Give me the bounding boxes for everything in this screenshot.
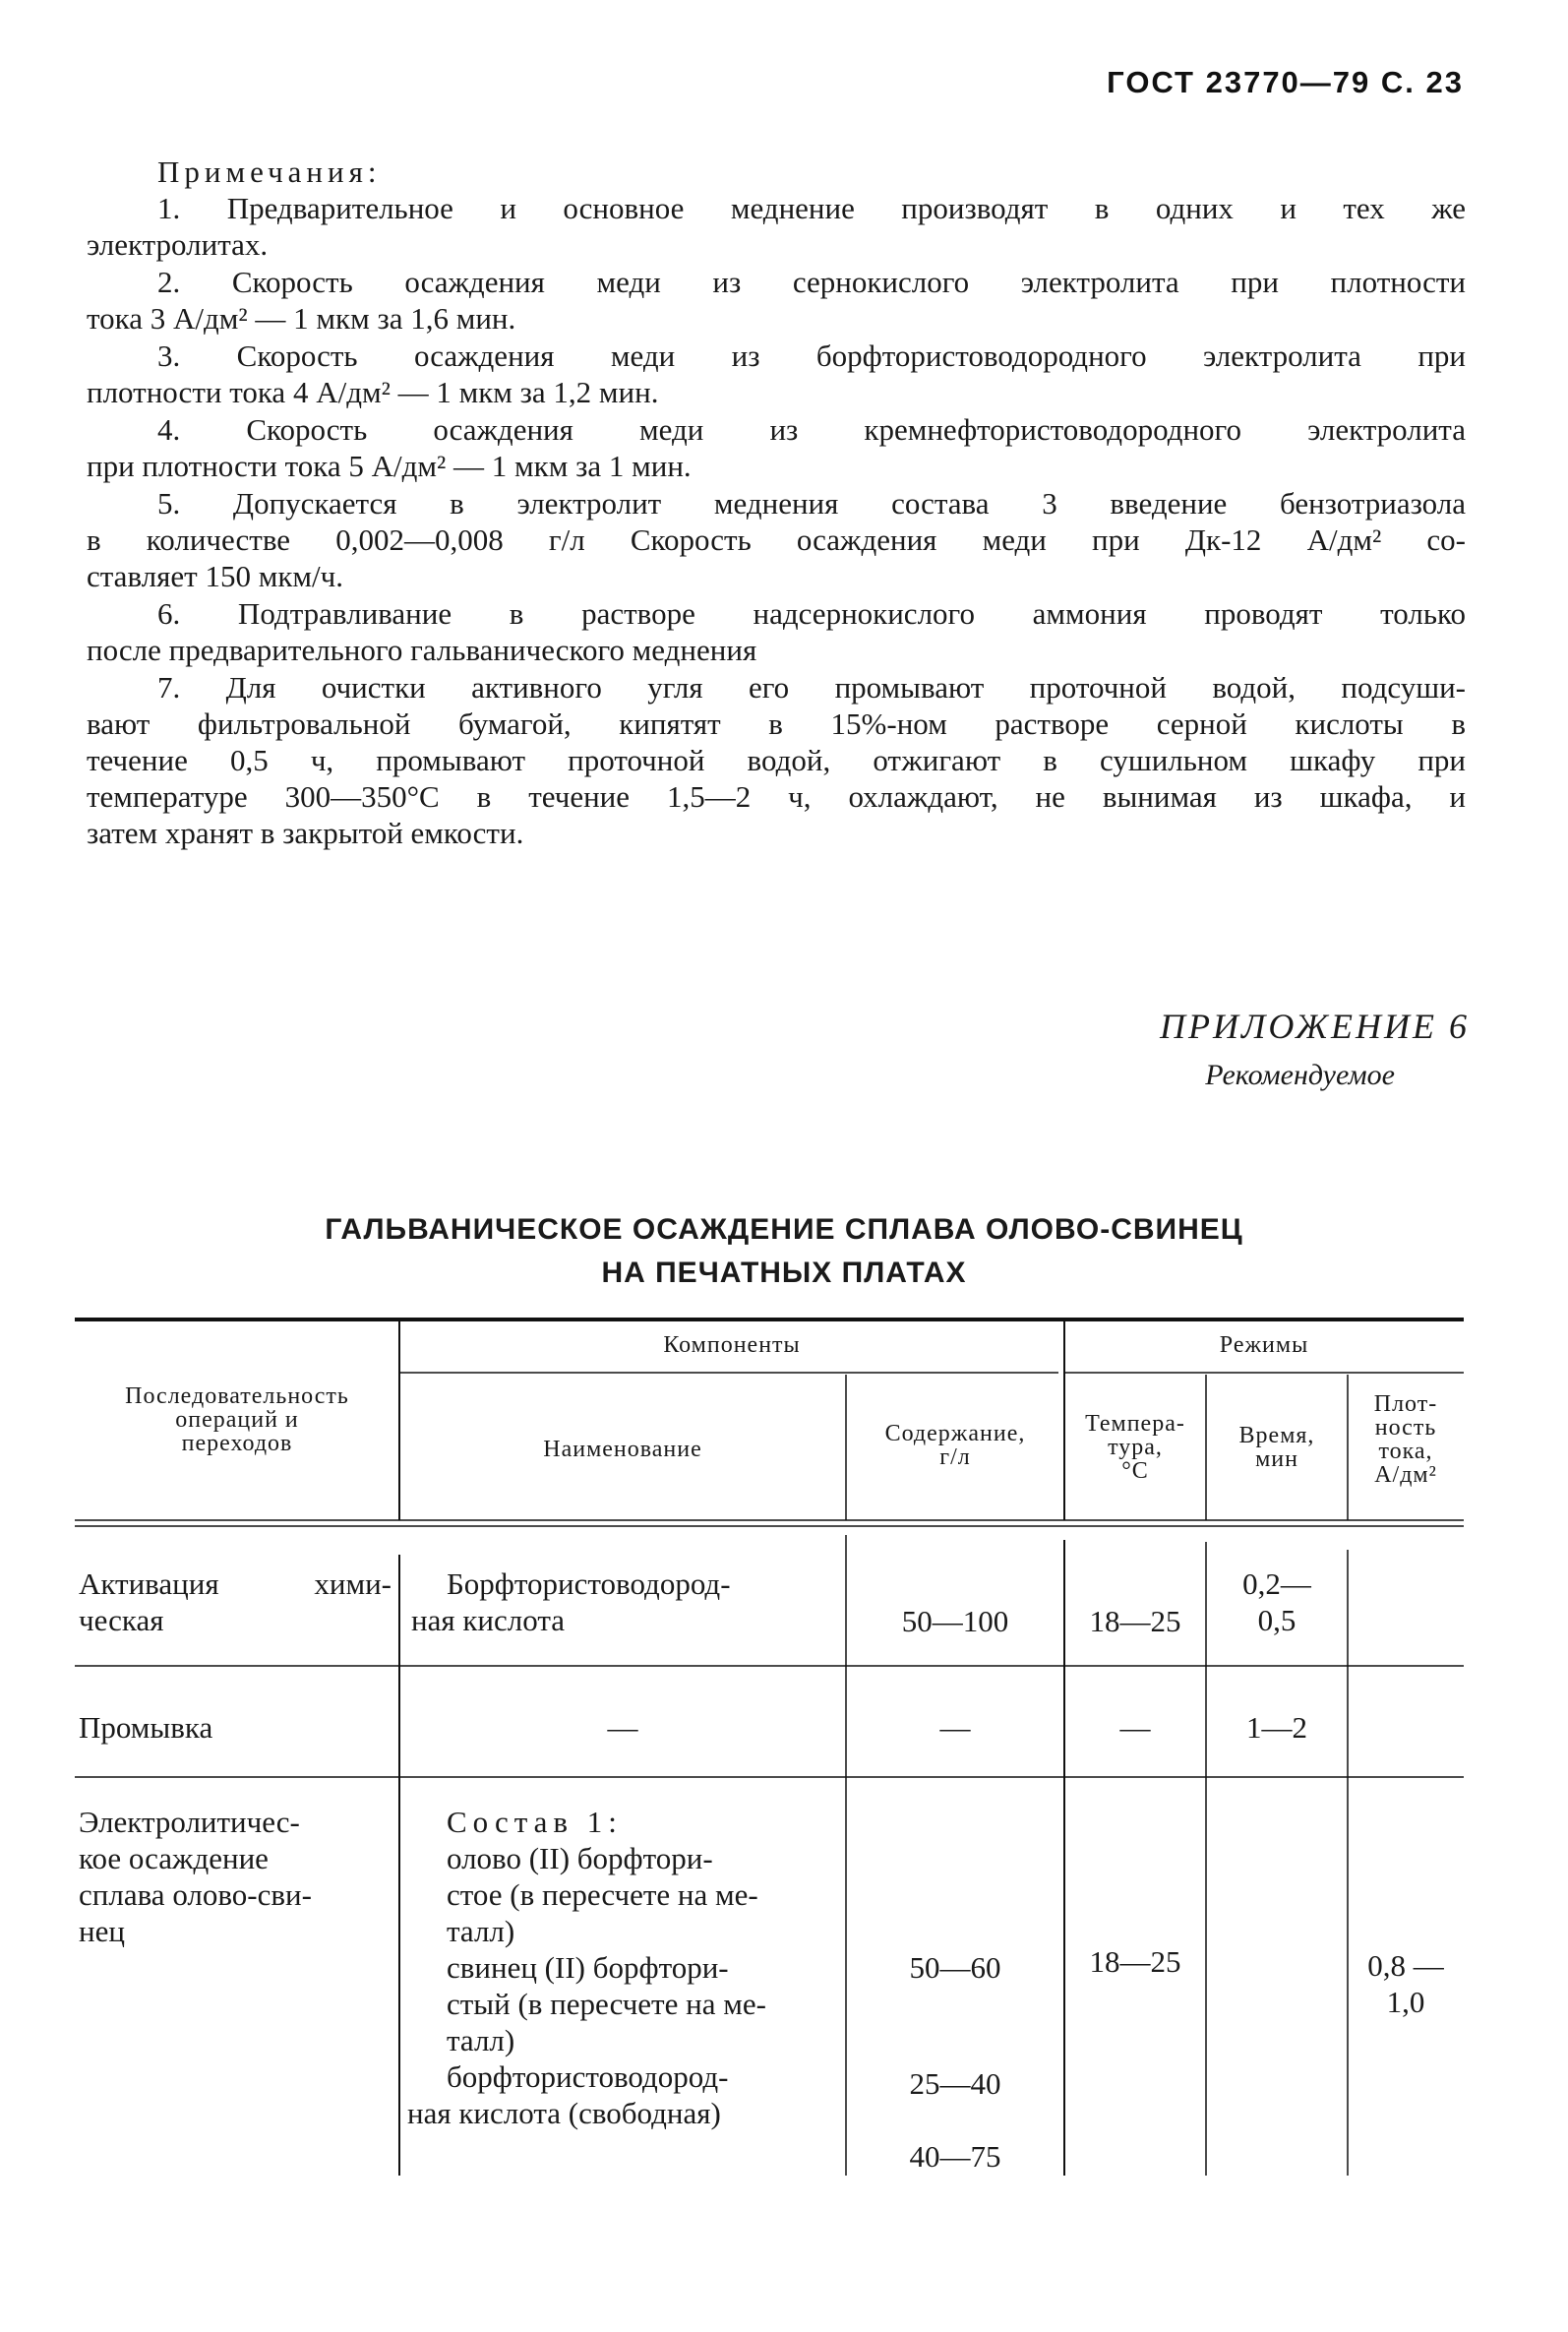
- name-line: олово (II) борфтори-: [447, 1841, 713, 1875]
- table-row-1-time: [1206, 1565, 1348, 1638]
- header-temperature-line: тура,: [1108, 1435, 1163, 1460]
- header-sequence: [75, 1384, 399, 1455]
- header-time-line: Время,: [1238, 1423, 1315, 1448]
- name-line: стый (в пересчете на ме-: [447, 1987, 766, 2021]
- table-row-1-content: 50—100: [901, 1604, 1009, 1638]
- name-line: Состав 1:: [447, 1805, 623, 1839]
- time-line: 0,5: [1257, 1603, 1297, 1637]
- note-line: 2. Скорость осаждения меди из сернокислого электролита при плотности: [157, 265, 1466, 299]
- note-line: в количестве 0,002—0,008 г/л Скорость осаждения меди при Дк-12 А/дм² со-: [87, 522, 1466, 557]
- operation-line: нец: [79, 1914, 125, 1948]
- name-line: талл): [447, 1914, 515, 1948]
- note-line: вают фильтровальной бумагой, кипятят в 15%-ном растворе серной кислоты в: [87, 706, 1466, 741]
- appendix-title: ПРИЛОЖЕНИЕ 6: [1160, 1007, 1470, 1046]
- name-line: ная кислота (свободная): [407, 2096, 721, 2130]
- table-row-2-temperature: —: [1119, 1710, 1151, 1745]
- header-components: Компоненты: [663, 1332, 801, 1358]
- operation-line: Электролитичес-: [79, 1805, 300, 1839]
- header-temperature: [1064, 1412, 1206, 1483]
- note-line: 1. Предварительное и основное меднение производят в одних и тех же: [157, 191, 1466, 225]
- notes-list: [87, 190, 1466, 851]
- table-row-1-operation: [79, 1565, 392, 1638]
- name-line: талл): [447, 2023, 515, 2057]
- document-title: [0, 1208, 1568, 1295]
- table-row-2-operation: Промывка: [79, 1710, 213, 1745]
- header-density-line: Плот-: [1373, 1391, 1438, 1417]
- table-row-2-time: 1—2: [1246, 1710, 1307, 1745]
- note-line: ставляет 150 мкм/ч.: [87, 559, 343, 593]
- table-row-1-name: [411, 1565, 844, 1638]
- note-line: 4. Скорость осаждения меди из кремнефтористоводородного электролита: [157, 412, 1466, 447]
- note-line: тока 3 А/дм² — 1 мкм за 1,6 мин.: [87, 301, 516, 336]
- table-row-3-content-3: 40—75: [909, 2139, 1001, 2174]
- header-sequence-line: переходов: [181, 1431, 293, 1456]
- document-title-line-1: ГАЛЬВАНИЧЕСКОЕ ОСАЖДЕНИЕ СПЛАВА ОЛОВО-СВИНЕЦ: [325, 1213, 1243, 1246]
- note-item: [87, 338, 1466, 410]
- note-line: электролитах.: [87, 227, 269, 262]
- header-time-line: мин: [1255, 1446, 1298, 1472]
- header-sequence-line: Последовательность: [125, 1383, 349, 1409]
- note-item: [87, 669, 1466, 851]
- notes-heading: Примечания:: [157, 154, 382, 189]
- table-row-3-operation: [79, 1804, 392, 1949]
- header-modes: Режимы: [1219, 1332, 1309, 1358]
- header-sequence-line: операций и: [175, 1407, 299, 1433]
- table-row-2-content: —: [939, 1710, 971, 1745]
- table-row-2-name: —: [607, 1710, 638, 1745]
- header-density-line: ность: [1374, 1415, 1437, 1441]
- note-item: [87, 485, 1466, 594]
- note-item: [87, 411, 1466, 484]
- header-density-line: А/дм²: [1374, 1462, 1437, 1488]
- note-line: при плотности тока 5 А/дм² — 1 мкм за 1 мин.: [87, 449, 692, 483]
- table-row-3-temperature: 18—25: [1089, 1944, 1181, 1979]
- table-row-3-content-2: 25—40: [909, 2066, 1001, 2101]
- notes-section: [87, 153, 1466, 852]
- header-temperature-line: °С: [1121, 1458, 1149, 1484]
- table-row-3-name: [407, 1804, 846, 2131]
- note-line: плотности тока 4 А/дм² — 1 мкм за 1,2 мин.: [87, 375, 659, 409]
- note-line: температуре 300—350°С в течение 1,5—2 ч, охлаждают, не вынимая из шкафа, и: [87, 779, 1466, 814]
- note-item: [87, 595, 1466, 668]
- name-line: борфтористоводород-: [447, 2059, 729, 2094]
- page-header: ГОСТ 23770—79 С. 23: [1107, 65, 1464, 99]
- note-line: 6. Подтравливание в растворе надсернокислого аммония проводят только: [157, 596, 1466, 631]
- name-line: стое (в пересчете на ме-: [447, 1877, 758, 1912]
- name-line: свинец (II) борфтори-: [447, 1950, 729, 1985]
- header-content-line: г/л: [939, 1444, 971, 1470]
- appendix-subtitle: Рекомендуемое: [1205, 1059, 1395, 1091]
- table-row-3-content-1: 50—60: [909, 1950, 1001, 1985]
- header-content: [846, 1422, 1064, 1469]
- note-line: после предварительного гальванического меднения: [87, 633, 757, 667]
- process-table: [75, 1314, 1464, 2199]
- header-temperature-line: Темпера-: [1085, 1411, 1185, 1437]
- note-line: 5. Допускается в электролит меднения состава 3 введение бензотриазола: [157, 486, 1466, 521]
- density-line: 0,8 —: [1367, 1948, 1444, 1983]
- note-line: 3. Скорость осаждения меди из борфтористоводородного электролита при: [157, 338, 1466, 373]
- density-line: 1,0: [1386, 1985, 1425, 2019]
- operation-line: Активация хими-: [79, 1566, 392, 1601]
- header-density-line: тока,: [1378, 1439, 1433, 1464]
- time-line: 0,2—: [1242, 1566, 1311, 1601]
- header-time: [1206, 1424, 1348, 1471]
- name-line: ная кислота: [411, 1603, 566, 1637]
- operation-line: кое осаждение: [79, 1841, 269, 1875]
- document-title-line-2: НА ПЕЧАТНЫХ ПЛАТАХ: [601, 1257, 967, 1289]
- operation-line: сплава олово-сви-: [79, 1877, 312, 1912]
- table-row-3-density: [1348, 1947, 1464, 2020]
- note-line: затем хранят в закрытой емкости.: [87, 816, 524, 850]
- header-density: [1348, 1392, 1464, 1487]
- note-item: [87, 190, 1466, 263]
- note-item: [87, 264, 1466, 337]
- note-line: 7. Для очистки активного угля его промывают проточной водой, подсуши-: [157, 670, 1466, 705]
- name-line: Борфтористоводород-: [447, 1566, 731, 1601]
- note-line: течение 0,5 ч, промывают проточной водой, отжигают в сушильном шкафу при: [87, 743, 1466, 777]
- header-content-line: Содержание,: [884, 1421, 1026, 1446]
- table-row-1-temperature: 18—25: [1089, 1604, 1181, 1638]
- appendix-block: [1160, 1006, 1470, 1092]
- header-name: Наименование: [543, 1437, 702, 1462]
- operation-line: ческая: [79, 1603, 164, 1637]
